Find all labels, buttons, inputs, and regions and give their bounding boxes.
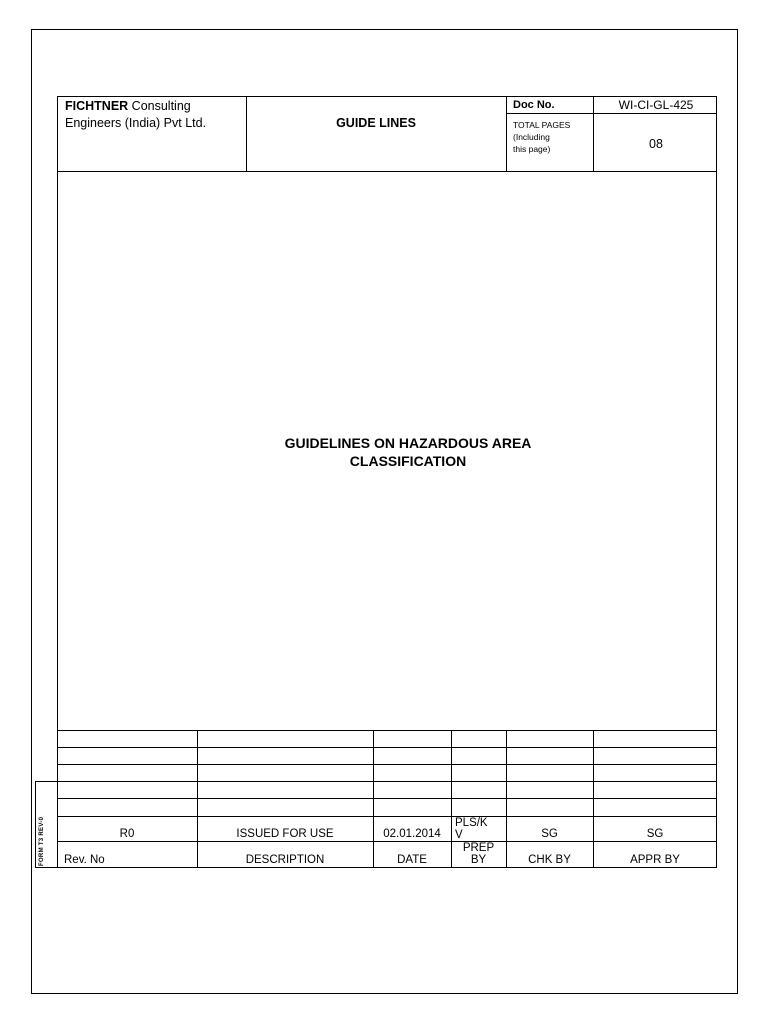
revision-col-line xyxy=(197,730,198,868)
total-pages-label-line1: TOTAL PAGES xyxy=(513,120,571,130)
description-header: DESCRIPTION xyxy=(245,854,325,866)
rev-no-header: Rev. No xyxy=(64,854,105,866)
document-title-line2: CLASSIFICATION xyxy=(349,453,467,469)
header-bottom-border xyxy=(57,171,717,172)
document-title-line1: GUIDELINES ON HAZARDOUS AREA xyxy=(284,435,532,451)
total-pages-value: 08 xyxy=(649,137,663,151)
revision-col-line xyxy=(593,730,594,868)
total-pages-label xyxy=(513,119,570,155)
revision-col-line xyxy=(506,730,507,868)
rev-no-value: R0 xyxy=(119,828,135,840)
company-name-bold: FICHTNER xyxy=(65,99,129,113)
doc-no-value: WI-CI-GL-425 xyxy=(618,98,694,112)
revision-row-line xyxy=(57,747,717,748)
prep-by-value xyxy=(455,817,505,841)
header-divider xyxy=(246,96,247,171)
total-pages-label-line2: (Including xyxy=(513,132,550,142)
doc-type-title: GUIDE LINES xyxy=(336,116,416,130)
form-code-box-line xyxy=(35,867,57,868)
prep-by-value-line2: V xyxy=(455,829,463,841)
prep-by-header-line1: PREP xyxy=(462,842,495,854)
prep-by-header xyxy=(451,842,506,866)
document-frame xyxy=(57,96,717,868)
doc-no-label: Doc No. xyxy=(513,99,555,111)
revision-row-line xyxy=(57,816,717,817)
document-title xyxy=(57,434,768,470)
revision-row-line xyxy=(57,764,717,765)
description-value: ISSUED FOR USE xyxy=(236,828,334,840)
revision-row-line xyxy=(57,798,717,799)
form-code-box-line xyxy=(35,781,57,782)
appr-by-value: SG xyxy=(646,828,664,840)
header-divider xyxy=(506,113,717,114)
appr-by-header: APPR BY xyxy=(630,854,680,866)
total-pages-label-line3: this page) xyxy=(513,144,551,154)
header-divider xyxy=(506,96,507,171)
chk-by-value: SG xyxy=(541,828,558,840)
company-name-line2: Engineers (India) Pvt Ltd. xyxy=(65,116,207,130)
form-code: FORM T3 REV-0 xyxy=(39,816,45,866)
prep-by-value-line1: PLS/K xyxy=(455,817,488,829)
revision-row-line xyxy=(57,841,717,842)
company-name xyxy=(65,98,206,132)
revision-col-line xyxy=(373,730,374,868)
date-value: 02.01.2014 xyxy=(383,828,441,840)
date-header: DATE xyxy=(397,854,427,866)
revision-row-line xyxy=(57,730,717,731)
header-divider xyxy=(593,96,594,171)
prep-by-header-line2: BY xyxy=(470,854,487,866)
company-name-rest: Consulting xyxy=(128,99,191,113)
revision-row-line xyxy=(57,781,717,782)
chk-by-header: CHK BY xyxy=(528,854,571,866)
form-code-box-line xyxy=(35,781,36,868)
